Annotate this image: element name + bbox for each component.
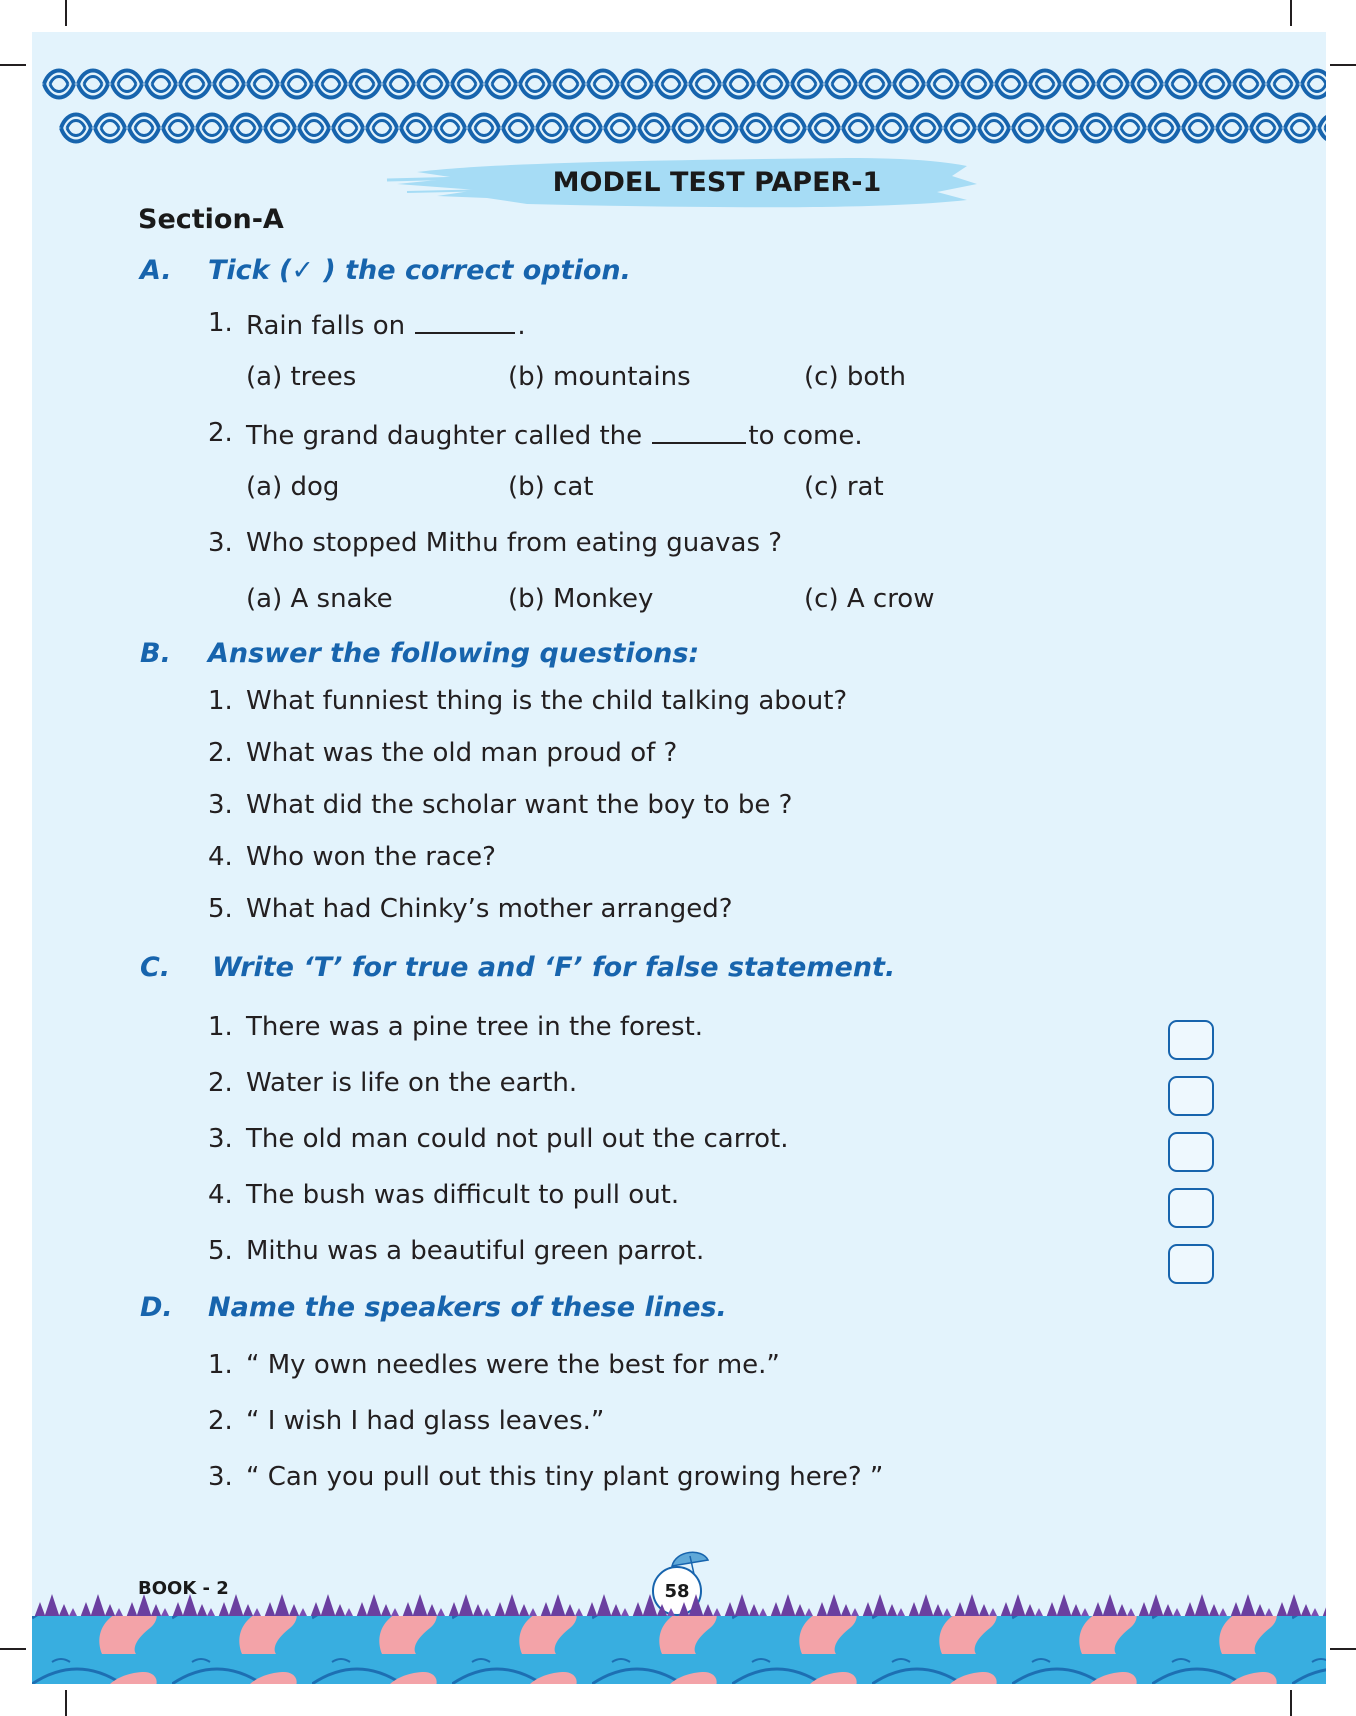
question-d-heading: Name the speakers of these lines. (208, 1292, 727, 1323)
question-c-heading: Write ‘T’ for true and ‘F’ for false statement. (212, 952, 896, 983)
question-c-letter: C. (140, 952, 171, 983)
question-b-item-number: 1. (208, 686, 233, 716)
option-b[interactable]: (b) cat (508, 472, 594, 502)
question-b-item-text: What funniest thing is the child talking about? (246, 686, 848, 716)
question-a-item-number: 2. (208, 418, 233, 448)
question-d-item-number: 1. (208, 1350, 233, 1380)
question-a-heading: Tick (✓ ) the correct option. (208, 255, 631, 286)
option-a[interactable]: (a) A snake (246, 584, 393, 614)
question-b-item-text: What was the old man proud of ? (246, 738, 678, 768)
answer-blank (415, 308, 515, 334)
question-d-letter: D. (140, 1292, 173, 1323)
option-a[interactable]: (a) trees (246, 362, 357, 392)
question-c-item-number: 3. (208, 1124, 233, 1154)
page-title: MODEL TEST PAPER-1 (552, 166, 882, 198)
option-b[interactable]: (b) mountains (508, 362, 691, 392)
true-false-answer-box[interactable] (1168, 1188, 1214, 1228)
option-c[interactable]: (c) both (804, 362, 906, 392)
question-b-item-number: 2. (208, 738, 233, 768)
crop-mark (0, 1648, 26, 1650)
true-false-answer-box[interactable] (1168, 1132, 1214, 1172)
question-a-item-number: 1. (208, 308, 233, 338)
crop-mark (1330, 64, 1356, 66)
crop-mark (1290, 1690, 1292, 1716)
item-text-before: The grand daughter called the (246, 421, 651, 451)
crop-mark (65, 0, 67, 26)
question-b-item-text: Who won the race? (246, 842, 496, 872)
question-c-item-text: There was a pine tree in the forest. (246, 1012, 704, 1042)
question-c-item-number: 4. (208, 1180, 233, 1210)
question-d-item-number: 2. (208, 1406, 233, 1436)
question-a-item-number: 3. (208, 528, 233, 558)
question-c-item-text: Water is life on the earth. (246, 1068, 578, 1098)
worksheet-page (32, 32, 1326, 1684)
item-text-after: . (517, 311, 526, 341)
question-b-item-text: What did the scholar want the boy to be ? (246, 790, 793, 820)
answer-blank (652, 418, 746, 444)
section-label: Section-A (138, 204, 284, 235)
question-c-item-text: The old man could not pull out the carrot. (246, 1124, 789, 1154)
question-b-item-text: What had Chinky’s mother arranged? (246, 894, 733, 924)
question-c-item-text: The bush was difficult to pull out. (246, 1180, 680, 1210)
question-c-item-number: 5. (208, 1236, 233, 1266)
question-d-item-number: 3. (208, 1462, 233, 1492)
option-a[interactable]: (a) dog (246, 472, 340, 502)
crop-mark (1330, 1648, 1356, 1650)
question-d-item-text: “ Can you pull out this tiny plant growing here? ” (246, 1462, 884, 1492)
question-a-item-text: Who stopped Mithu from eating guavas ? (246, 528, 783, 558)
crop-mark (1290, 0, 1292, 26)
question-d-item-text: “ I wish I had glass leaves.” (246, 1406, 605, 1436)
question-a-letter: A. (140, 255, 172, 286)
question-c-item-number: 2. (208, 1068, 233, 1098)
question-b-item-number: 3. (208, 790, 233, 820)
title-banner (377, 132, 997, 232)
true-false-answer-box[interactable] (1168, 1244, 1214, 1284)
crop-mark (65, 1690, 67, 1716)
question-b-item-number: 5. (208, 894, 233, 924)
item-text-after: to come. (748, 421, 863, 451)
question-b-item-number: 4. (208, 842, 233, 872)
question-c-item-text: Mithu was a beautiful green parrot. (246, 1236, 705, 1266)
option-b[interactable]: (b) Monkey (508, 584, 654, 614)
true-false-answer-box[interactable] (1168, 1076, 1214, 1116)
question-c-item-number: 1. (208, 1012, 233, 1042)
question-a-item-text (246, 308, 526, 341)
true-false-answer-box[interactable] (1168, 1020, 1214, 1060)
question-d-item-text: “ My own needles were the best for me.” (246, 1350, 780, 1380)
crop-mark (0, 64, 26, 66)
item-text-before: Rain falls on (246, 311, 414, 341)
question-b-heading: Answer the following questions: (208, 638, 700, 669)
bottom-landscape-decoration (32, 1588, 1326, 1684)
option-c[interactable]: (c) rat (804, 472, 884, 502)
option-c[interactable]: (c) A crow (804, 584, 935, 614)
question-a-item-text (246, 418, 863, 451)
question-b-letter: B. (140, 638, 171, 669)
